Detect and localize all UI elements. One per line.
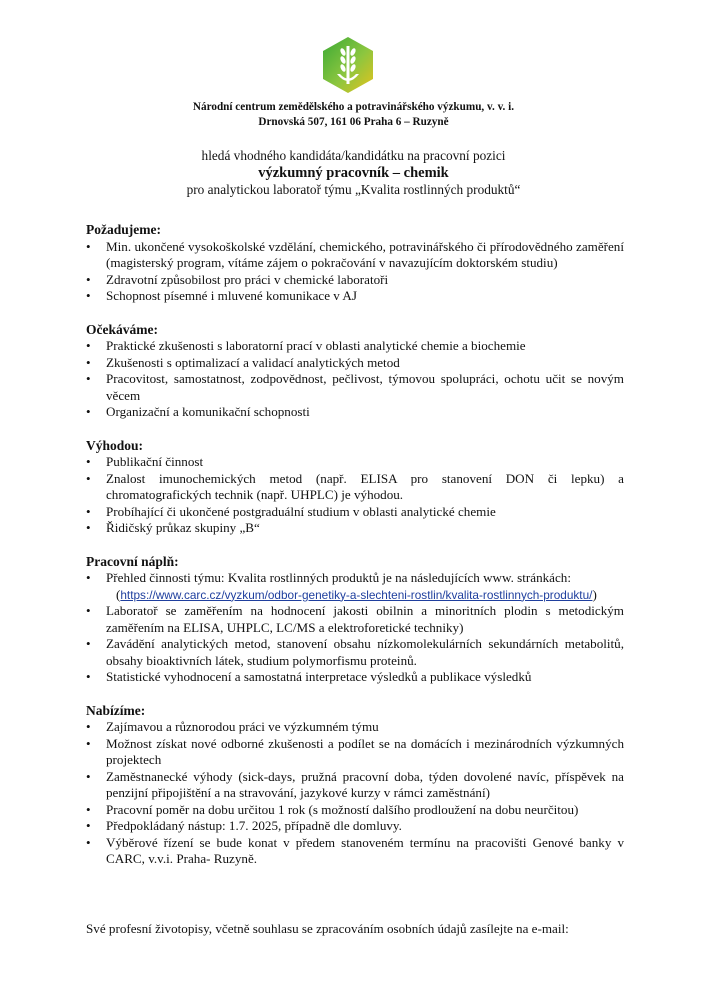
institution-name: Národní centrum zemědělského a potravinářského výzkumu, v. v. i. [192,101,515,113]
list-item: • Probíhající či ukončené postgraduální studium v oblasti analytické chemie [86,504,624,521]
institution-header [0,100,707,130]
section-vyhodou [86,438,624,537]
list-item: • Organizační a komunikační schopnosti [86,404,624,421]
intro-line: hledá vhodného kandidáta/kandidátku na pracovní pozici [201,148,506,163]
section-pozadujeme [86,222,624,305]
section-title: Požadujeme: [86,222,161,237]
list-item: • Znalost imunochemických metod (např. ELISA pro stanovení DON či lepku) a chromatografických technik (např. UHPLC) je výhodou. [86,471,624,504]
section-ocekavame [86,322,624,421]
lab-line: pro analytickou laboratoř týmu „Kvalita rostlinných produktů“ [186,182,521,197]
list-item: • Pracovní poměr na dobu určitou 1 rok (s možností dalšího prodloužení na dobu neurčitou) [86,802,624,819]
institution-address: Drnovská 507, 161 06 Praha 6 – Ruzyně [258,116,449,128]
list-item: • Řidičský průkaz skupiny „B“ [86,520,624,537]
list-item: • Schopnost písemné i mluvené komunikace v AJ [86,288,624,305]
list-item: • Pracovitost, samostatnost, zodpovědnost, pečlivost, týmovou spolupráci, ochotu učit se novým věcem [86,371,624,404]
list-item: • Předpokládaný nástup: 1.7. 2025, případně dle domluvy. [86,818,624,835]
team-website-link[interactable]: https://www.carc.cz/vyzkum/odbor-genetiky-a-slechteni-rostlin/kvalita-rostlinnych-produktu/ [120,587,593,602]
list-item: • Publikační činnost [86,454,624,471]
list-item: • Možnost získat nové odborné zkušenosti a podílet se na domácích i mezinárodních výzkumných projektech [86,736,624,769]
paren-close: ) [592,586,597,602]
footer-instruction: Své profesní životopisy, včetně souhlasu se zpracováním osobních údajů zasílejte na e-mail: [86,921,569,936]
section-title: Nabízíme: [86,702,146,718]
requirements-list [86,239,624,305]
list-item: • Praktické zkušenosti s laboratorní prací v oblasti analytické chemie a biochemie [86,338,624,355]
list-item: • Laboratoř se zaměřením na hodnocení jakosti obilnin a minoritních plodin s metodickým zaměřením na ELISA, UHPLC, LC/MS a elektroforetické techniky) [86,603,624,636]
section-nabizime [86,703,624,868]
intro-block [0,148,707,198]
section-title: Pracovní náplň: [86,553,179,569]
list-item: • Výběrové řízení se bude konat v předem stanoveném termínu na pracovišti Genové banky v CARC, v.v.i. Praha- Ruzyně. [86,835,624,868]
position-title: výzkumný pracovník – chemik [258,165,449,181]
main-content [86,222,624,885]
section-napln [86,554,624,686]
list-item: • Zkušenosti s optimalizací a validací analytických metod [86,355,624,372]
list-item: • Statistické vyhodnocení a samostatná interpretace výsledků a publikace výsledků [86,669,624,686]
duties-list [86,570,624,686]
offers-list [86,719,624,868]
expectations-list [86,338,624,421]
paren-open: ( [116,586,121,602]
list-item: • Zaměstnanecké výhody (sick-days, pružná pracovní doba, týden dovolené navíc, příspěvek na penzijní připojištění a na stravování, jazykové kurzy v rámci zaměstnání) [86,769,624,802]
advantages-list [86,454,624,537]
list-item: • Zdravotní způsobilost pro práci v chemické laboratoři [86,272,624,289]
section-title: Výhodou: [86,437,144,453]
wheat-hexagon-logo-icon [319,36,377,94]
link-wrapper [106,587,624,604]
section-title: Očekáváme: [86,321,158,337]
list-item: • Zajímavou a různorodou práci ve výzkumném týmu [86,719,624,736]
list-item: • Zavádění analytických metod, stanovení obsahu nízkomolekulárních sekundárních metabolitů, obsahy bioaktivních látek, studium polymorfismu proteinů. [86,636,624,669]
list-item-team-overview [86,570,624,603]
list-item: • Min. ukončené vysokoškolské vzdělání, chemického, potravinářského či přírodovědného zaměření (magisterský program, vítáme zájem o pokračování v navazujícím doktorském studiu) [86,239,624,272]
team-overview-text: Přehled činnosti týmu: Kvalita rostlinných produktů je na následujících www. stránkách: [106,570,571,585]
